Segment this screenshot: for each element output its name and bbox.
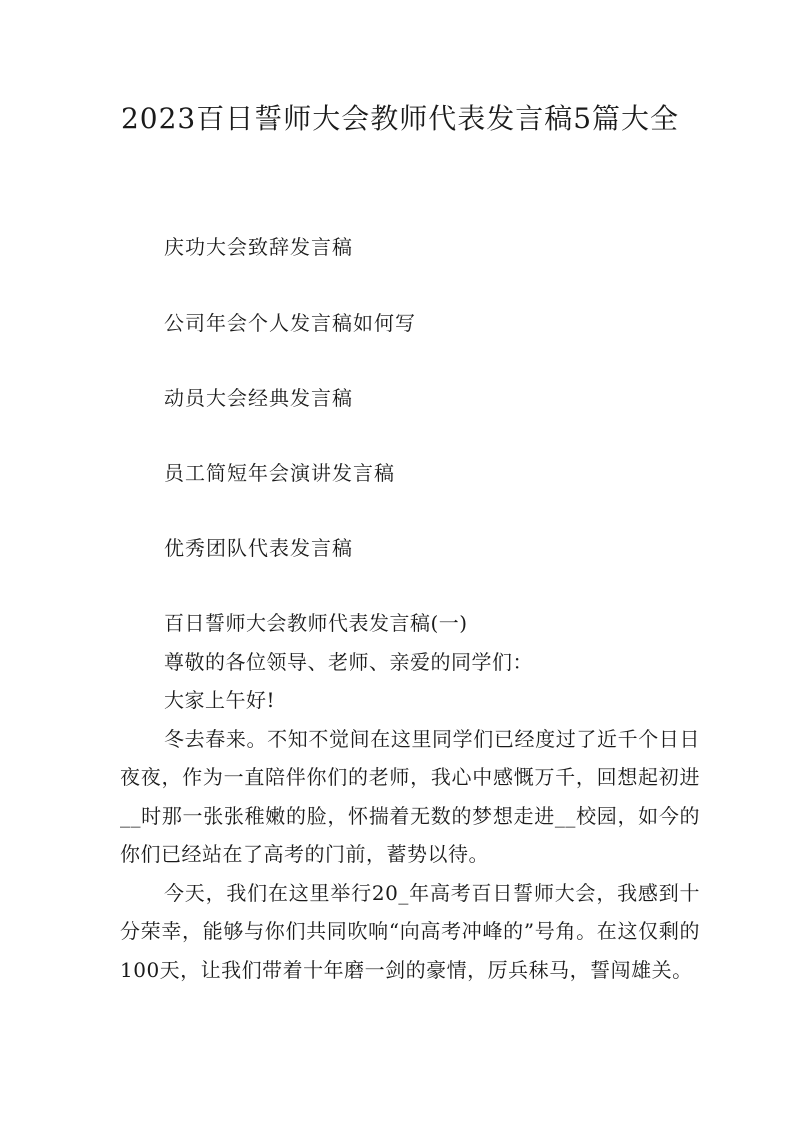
document-title: 2023百日誓师大会教师代表发言稿5篇大全 xyxy=(120,102,680,135)
related-link-2[interactable]: 公司年会个人发言稿如何写 xyxy=(164,311,416,335)
related-link-5[interactable]: 优秀团队代表发言稿 xyxy=(164,536,353,560)
article-body xyxy=(120,604,700,989)
article-paragraph-2: 今天，我们在这里举行20_年高考百日誓师大会，我感到十分荣幸，能够与你们共同吹响“向高考冲峰的”号角。在这仅剩的100天，让我们带着十年磨一剑的豪情，厉兵秣马，誓闯雄关。 xyxy=(120,880,700,982)
article-salutation: 尊敬的各位领导、老师、亲爱的同学们： xyxy=(164,649,533,674)
article-greeting: 大家上午好! xyxy=(164,688,276,712)
article-paragraph-1: 冬去春来。不知不觉间在这里同学们已经度过了近千个日日夜夜，作为一直陪伴你们的老师，我心中感慨万千，回想起初进__时那一张张稚嫩的脸，怀揣着无数的梦想走进__校园，如今的你们已经站在了高考的门前，蓄势以待。 xyxy=(120,726,700,866)
related-link-3[interactable]: 动员大会经典发言稿 xyxy=(164,386,353,410)
related-link-1[interactable]: 庆功大会致辞发言稿 xyxy=(164,235,353,259)
related-link-4[interactable]: 员工简短年会演讲发言稿 xyxy=(164,461,395,485)
article-heading: 百日誓师大会教师代表发言稿(一) xyxy=(164,611,468,635)
